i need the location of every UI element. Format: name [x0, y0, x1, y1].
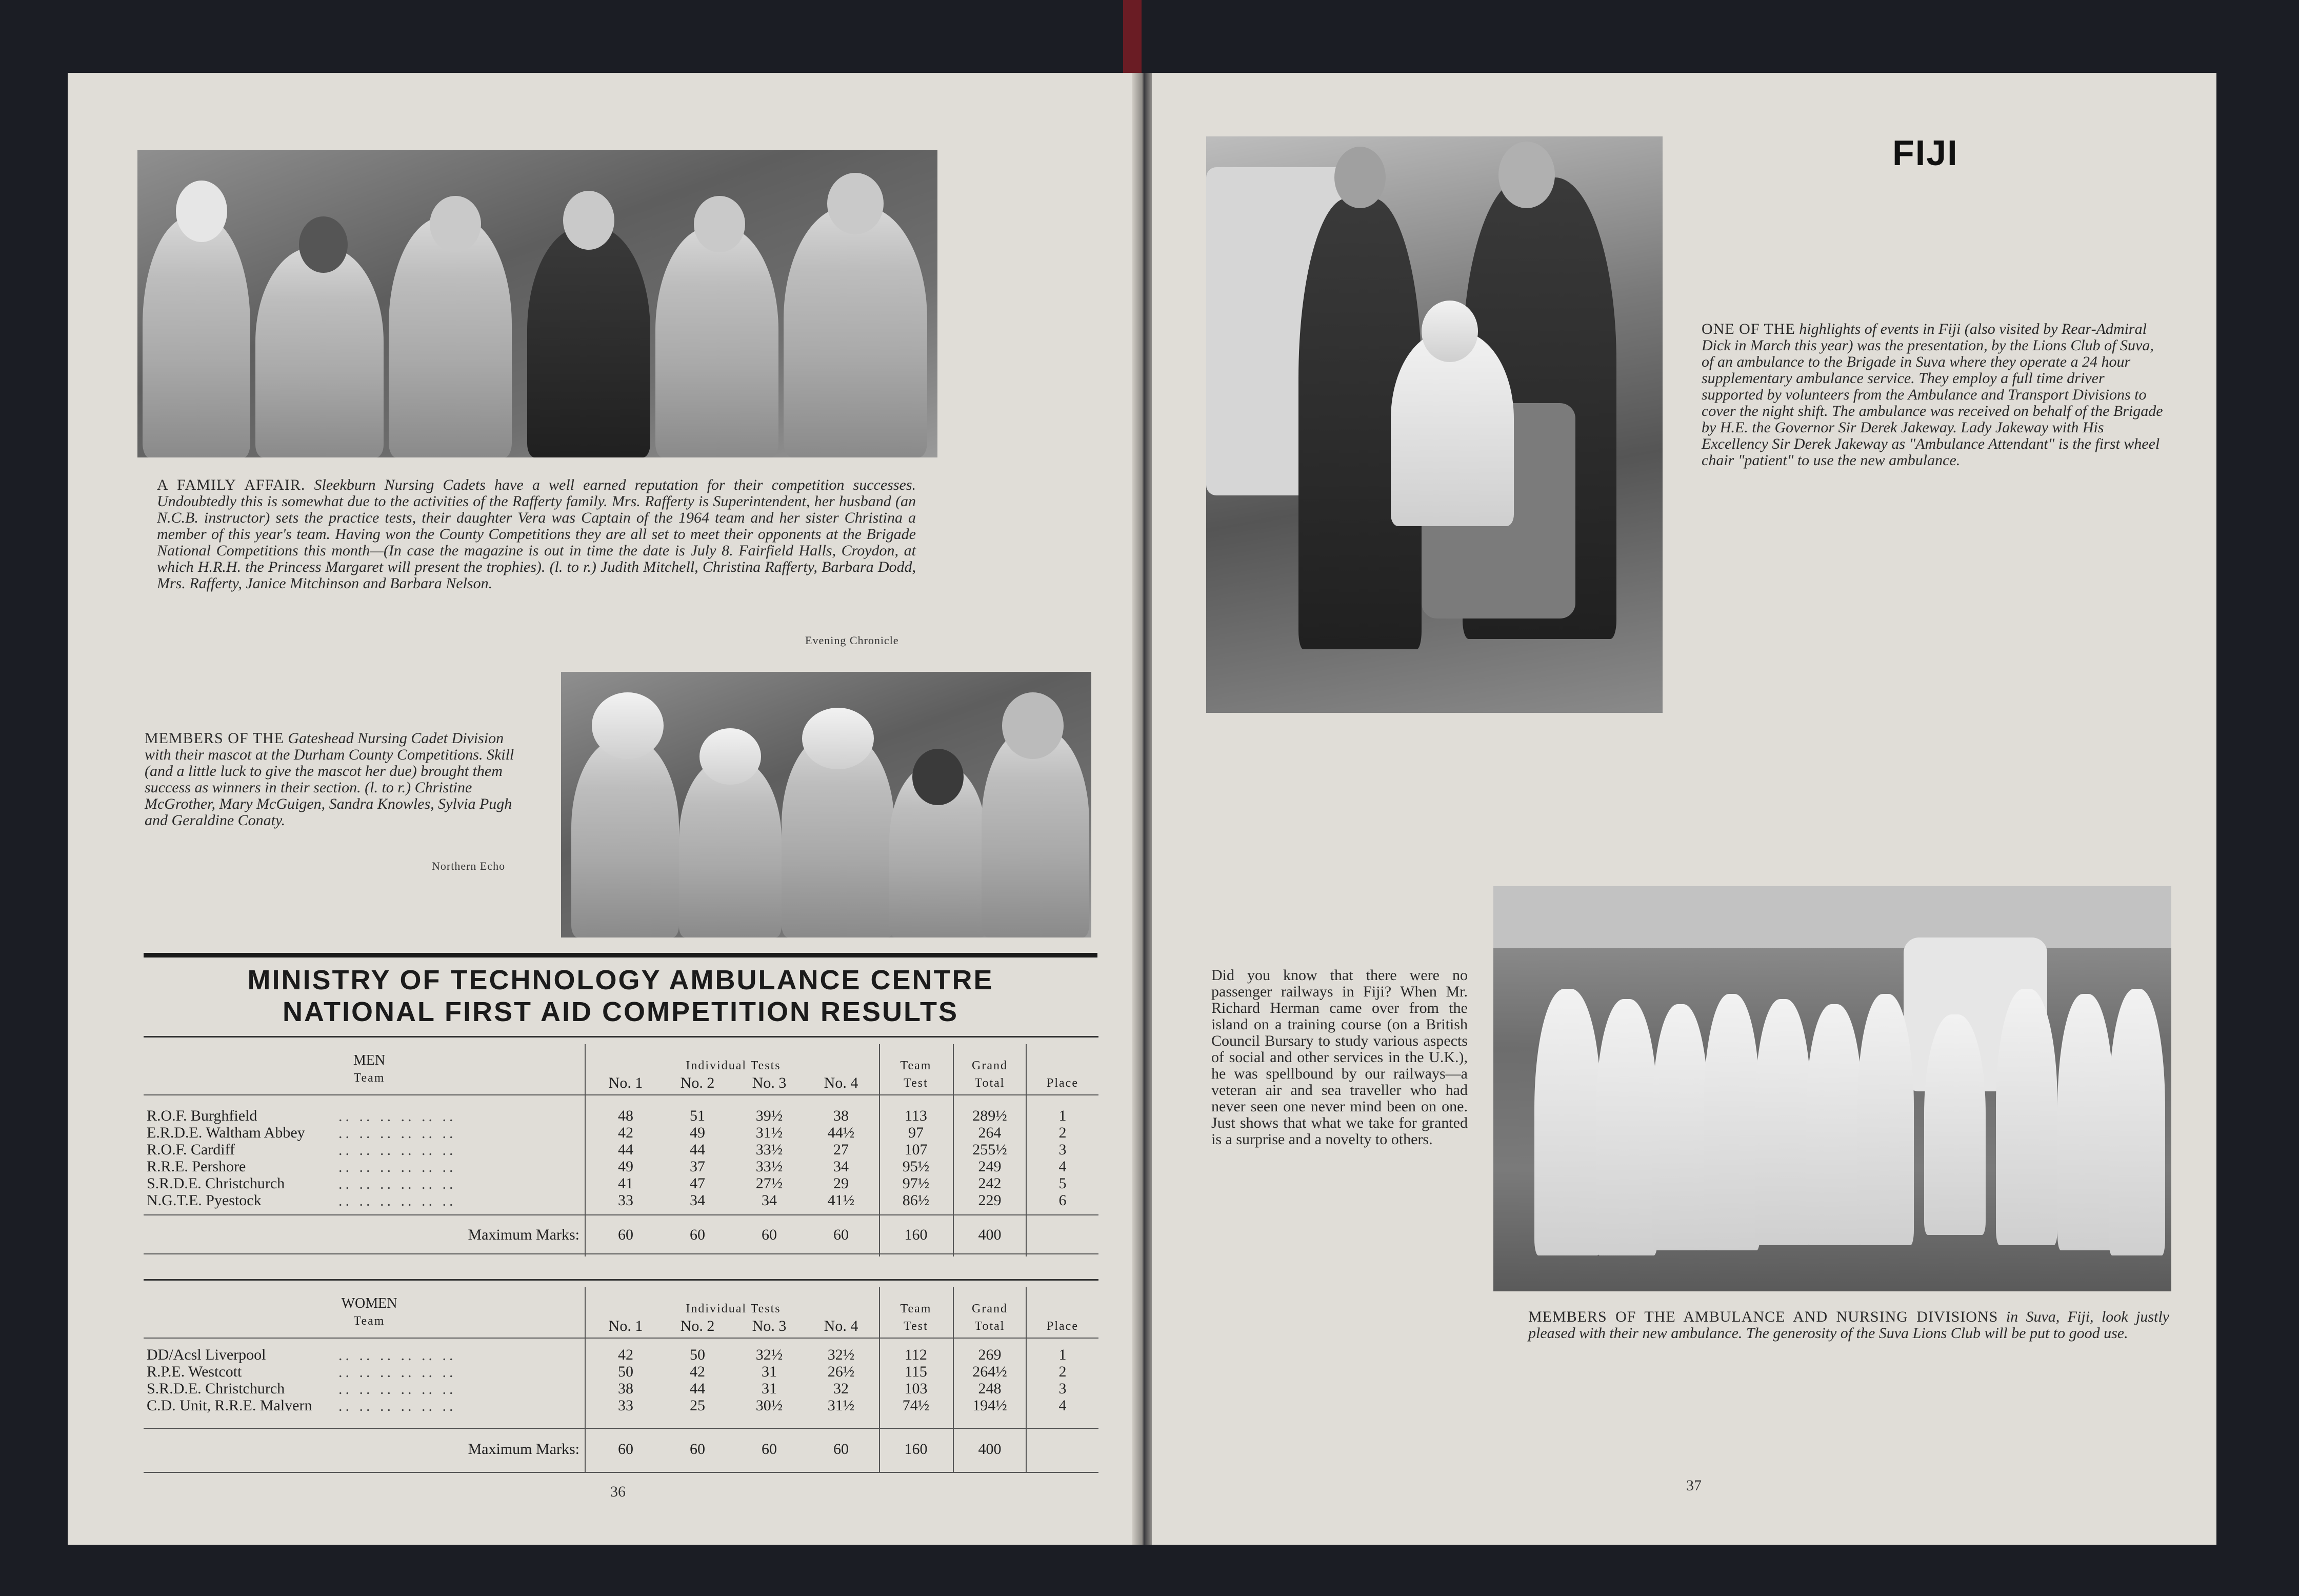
men-cell-total: 289½: [972, 1107, 1007, 1124]
men-cell-place: 2: [1058, 1124, 1067, 1141]
men-team-name: S.R.D.E. Christchurch: [147, 1175, 285, 1192]
men-max-n2: 60: [690, 1226, 705, 1243]
women-cell-place: 4: [1058, 1397, 1067, 1414]
men-max-n4: 60: [833, 1226, 849, 1243]
men-team-name: N.G.T.E. Pyestock: [147, 1192, 262, 1209]
women-team-test-header-2: Test: [904, 1320, 928, 1333]
women-team-header: Team: [353, 1314, 385, 1328]
women-cell-place: 3: [1058, 1380, 1067, 1397]
women-place-header: Place: [1047, 1320, 1078, 1333]
women-cell-n4: 32: [833, 1380, 849, 1397]
men-max-total: 400: [978, 1226, 1002, 1243]
men-cell-place: 6: [1058, 1192, 1067, 1209]
leader-dots: .. .. .. .. .. ..: [338, 1125, 456, 1142]
women-cell-total: 264½: [972, 1363, 1007, 1380]
men-cell-team_test: 86½: [902, 1192, 930, 1209]
men-cell-n2: 49: [690, 1124, 705, 1141]
women-max-n3: 60: [762, 1441, 777, 1458]
men-cell-n4: 44½: [827, 1124, 855, 1141]
women-no1-header: No. 1: [608, 1318, 643, 1334]
men-cell-n2: 47: [690, 1175, 705, 1192]
women-group-label: WOMEN: [341, 1295, 397, 1311]
men-cell-n3: 39½: [755, 1107, 783, 1124]
women-max-n4: 60: [833, 1441, 849, 1458]
men-cell-n2: 34: [690, 1192, 705, 1209]
leader-dots: .. .. .. .. .. ..: [338, 1364, 456, 1381]
women-cell-n2: 25: [690, 1397, 705, 1414]
caption-gateshead: [145, 730, 524, 829]
men-cell-place: 1: [1058, 1107, 1067, 1124]
women-grand-total-header-2: Total: [974, 1320, 1005, 1333]
men-team-name: R.R.E. Pershore: [147, 1158, 246, 1175]
leader-dots: .. .. .. .. .. ..: [338, 1108, 456, 1125]
men-team-test-header-1: Team: [900, 1059, 932, 1072]
photo-gateshead-cadets: [561, 672, 1091, 937]
men-cell-n2: 44: [690, 1141, 705, 1158]
women-cell-place: 2: [1058, 1363, 1067, 1380]
caption-gateshead-text: Gateshead Nursing Cadet Division with their mascot at the Durham County Competitions. Skill (and a little luck to give the mascot her due) brought them success as winners in their section. (l. to r.) Christine McGrother, Mary McGuigen, Sandra Knowles, Sylvia Pugh and Geraldine Conaty.: [145, 730, 514, 829]
men-no1-header: No. 1: [608, 1074, 643, 1091]
leader-dots: .. .. .. .. .. ..: [338, 1175, 456, 1192]
men-cell-team_test: 107: [904, 1141, 928, 1158]
caption-family-affair: [157, 477, 916, 592]
women-cell-n2: 50: [690, 1346, 705, 1363]
men-cell-team_test: 113: [905, 1107, 927, 1124]
women-cell-n2: 42: [690, 1363, 705, 1380]
women-cell-n4: 32½: [827, 1346, 855, 1363]
leader-dots: .. .. .. .. .. ..: [338, 1347, 456, 1364]
men-team-header: Team: [353, 1071, 385, 1085]
men-cell-n1: 33: [618, 1192, 633, 1209]
credit-evening-chronicle: Evening Chronicle: [805, 634, 899, 647]
women-cell-n3: 31: [762, 1380, 777, 1397]
men-cell-n1: 48: [618, 1107, 633, 1124]
article-railways: [1211, 967, 1468, 1148]
women-cell-n3: 32½: [755, 1346, 783, 1363]
women-no2-header: No. 2: [680, 1318, 715, 1334]
caption-suva-divisions-lead: MEMBERS OF THE AMBULANCE AND NURSING DIVISIONS: [1528, 1308, 1998, 1325]
men-grand-total-header-1: Grand: [972, 1059, 1008, 1072]
men-cell-n4: 27: [833, 1141, 849, 1158]
caption-suva-divisions-text: in Suva, Fiji, look justly pleased with their new ambulance. The generosity of the Suva Lions Club will be put to good use.: [1528, 1308, 2169, 1342]
men-cell-total: 242: [978, 1175, 1002, 1192]
caption-fiji-highlights: [1702, 321, 2168, 469]
results-title-line2: NATIONAL FIRST AID COMPETITION RESULTS: [283, 996, 958, 1027]
men-cell-team_test: 97: [908, 1124, 924, 1141]
page-number-right: 37: [1686, 1477, 1702, 1494]
caption-suva-divisions: [1528, 1309, 2169, 1342]
men-no3-header: No. 3: [752, 1074, 787, 1091]
women-cell-place: 1: [1058, 1346, 1067, 1363]
results-title: [144, 964, 1097, 1028]
leader-dots: .. .. .. .. .. ..: [338, 1398, 456, 1414]
caption-fiji-highlights-lead: ONE OF THE: [1702, 321, 1795, 337]
article-railways-text: Did you know that there were no passenger railways in Fiji? When Mr. Richard Herman came over from the island on a training course (on a British Council Bursary to study various aspects of social and other services in the U.K.), he was spellbound by our railways—a veteran air and sea traveller who had never seen one never mind been on one. Just shows that what we take for granted is a surprise and a novelty to others.: [1211, 967, 1468, 1148]
women-no3-header: No. 3: [752, 1318, 787, 1334]
men-group-label: MEN: [353, 1052, 386, 1068]
men-cell-n1: 41: [618, 1175, 633, 1192]
men-team-name: E.R.D.E. Waltham Abbey: [147, 1124, 305, 1141]
women-cell-n1: 33: [618, 1397, 633, 1414]
women-grand-total-header-1: Grand: [972, 1302, 1008, 1315]
men-cell-n4: 41½: [827, 1192, 855, 1209]
women-cell-n4: 26½: [827, 1363, 855, 1380]
caption-fiji-highlights-text: highlights of events in Fiji (also visited by Rear-Admiral Dick in March this year) was the presentation, by the Lions Club of Suva, of an ambulance to the Brigade in Suva where they operate a 24 hour supplementary ambulance service. They employ a full time driver supported by volunteers from the Ambulance and Transport Divisions to cover the night shift. The ambulance was received on behalf of the Brigade by H.E. the Governor Sir Derek Jakeway. Lady Jakeway with His Excellency Sir Derek Jakeway as "Ambulance Attendant" is the first wheel chair "patient" to use the new ambulance.: [1702, 321, 2163, 469]
credit-northern-echo: Northern Echo: [432, 860, 506, 872]
photo-suva-divisions: [1493, 886, 2171, 1291]
men-cell-place: 4: [1058, 1158, 1067, 1175]
women-team-test-header-1: Team: [900, 1302, 932, 1315]
men-place-header: Place: [1047, 1076, 1078, 1090]
caption-gateshead-lead: MEMBERS OF THE: [145, 730, 284, 747]
women-no4-header: No. 4: [824, 1318, 858, 1334]
men-team-test-header-2: Test: [904, 1076, 928, 1090]
men-team-name: R.O.F. Burghfield: [147, 1107, 257, 1124]
men-no2-header: No. 2: [680, 1074, 715, 1091]
men-cell-n4: 34: [833, 1158, 849, 1175]
leader-dots: .. .. .. .. .. ..: [338, 1142, 456, 1159]
page-number-left: 36: [610, 1483, 626, 1500]
women-cell-n1: 50: [618, 1363, 633, 1380]
women-cell-n1: 38: [618, 1380, 633, 1397]
women-cell-team_test: 112: [905, 1346, 927, 1363]
men-cell-n2: 37: [690, 1158, 705, 1175]
women-max-n1: 60: [618, 1441, 633, 1458]
women-cell-n2: 44: [690, 1380, 705, 1397]
men-cell-n1: 49: [618, 1158, 633, 1175]
leader-dots: .. .. .. .. .. ..: [338, 1192, 456, 1209]
results-table-women: [144, 1279, 1098, 1474]
women-max-marks-label: Maximum Marks:: [468, 1441, 579, 1458]
results-heading-rule: [144, 953, 1097, 957]
women-cell-team_test: 115: [905, 1363, 927, 1380]
women-cell-total: 248: [978, 1380, 1002, 1397]
photo-lady-jakeway-wheelchair: [1206, 136, 1663, 713]
men-cell-n4: 29: [833, 1175, 849, 1192]
women-max-team-test: 160: [904, 1441, 928, 1458]
men-team-name: R.O.F. Cardiff: [147, 1141, 235, 1158]
men-cell-team_test: 95½: [902, 1158, 930, 1175]
men-no4-header: No. 4: [824, 1074, 858, 1091]
men-max-n3: 60: [762, 1226, 777, 1243]
men-cell-place: 5: [1058, 1175, 1067, 1192]
leader-dots: .. .. .. .. .. ..: [338, 1159, 456, 1175]
women-team-name: DD/Acsl Liverpool: [147, 1346, 266, 1363]
photo-sleekburn-cadets: [137, 150, 937, 457]
men-cell-place: 3: [1058, 1141, 1067, 1158]
women-cell-total: 269: [978, 1346, 1002, 1363]
women-cell-n4: 31½: [827, 1397, 855, 1414]
caption-family-affair-lead: A FAMILY AFFAIR.: [157, 476, 306, 493]
men-cell-total: 264: [978, 1124, 1002, 1141]
women-cell-team_test: 74½: [902, 1397, 930, 1414]
women-cell-n3: 31: [762, 1363, 777, 1380]
women-max-total: 400: [978, 1441, 1002, 1458]
men-cell-n2: 51: [690, 1107, 705, 1124]
men-individual-tests-header: Individual Tests: [686, 1059, 781, 1072]
men-max-marks-label: Maximum Marks:: [468, 1226, 579, 1243]
men-max-n1: 60: [618, 1226, 633, 1243]
women-cell-n3: 30½: [755, 1397, 783, 1414]
page-gutter: [1132, 73, 1154, 1545]
men-cell-n3: 34: [762, 1192, 777, 1209]
men-cell-total: 255½: [972, 1141, 1007, 1158]
women-team-name: S.R.D.E. Christchurch: [147, 1380, 285, 1397]
men-cell-team_test: 97½: [902, 1175, 930, 1192]
men-cell-n1: 44: [618, 1141, 633, 1158]
men-cell-n3: 31½: [755, 1124, 783, 1141]
fiji-title: FIJI: [1892, 133, 1958, 173]
women-cell-total: 194½: [972, 1397, 1007, 1414]
men-max-team-test: 160: [904, 1226, 928, 1243]
results-title-line1: MINISTRY OF TECHNOLOGY AMBULANCE CENTRE: [247, 965, 994, 995]
binding-ribbon: [1123, 0, 1142, 77]
caption-family-affair-text: Sleekburn Nursing Cadets have a well earned reputation for their competition successes. Undoubtedly this is somewhat due to the activities of the Rafferty family. Mrs. Rafferty is Superintendent, her husband (an N.C.B. instructor) sets the practice tests, their daughter Vera was Captain of the 1964 team and her sister Christina a member of this year's team. Having won the County Competitions they are all set to meet their opponents at the Brigade National Competitions this month—(In case the magazine is out in time the date is July 8. Fairfield Halls, Croydon, at which H.R.H. the Princess Margaret will present the trophies). (l. to r.) Judith Mitchell, Christina Rafferty, Barbara Dodd, Mrs. Rafferty, Janice Mitchinson and Barbara Nelson.: [157, 476, 916, 592]
men-cell-total: 249: [978, 1158, 1002, 1175]
men-cell-total: 229: [978, 1192, 1002, 1209]
men-cell-n4: 38: [833, 1107, 849, 1124]
men-cell-n1: 42: [618, 1124, 633, 1141]
women-individual-tests-header: Individual Tests: [686, 1302, 781, 1315]
women-team-name: C.D. Unit, R.R.E. Malvern: [147, 1397, 312, 1414]
men-cell-n3: 27½: [755, 1175, 783, 1192]
women-cell-n1: 42: [618, 1346, 633, 1363]
men-cell-n3: 33½: [755, 1158, 783, 1175]
men-cell-n3: 33½: [755, 1141, 783, 1158]
leader-dots: .. .. .. .. .. ..: [338, 1381, 456, 1398]
men-grand-total-header-2: Total: [974, 1076, 1005, 1090]
results-table-men: [144, 1036, 1098, 1262]
women-max-n2: 60: [690, 1441, 705, 1458]
women-team-name: R.P.E. Westcott: [147, 1363, 242, 1380]
women-cell-team_test: 103: [904, 1380, 928, 1397]
